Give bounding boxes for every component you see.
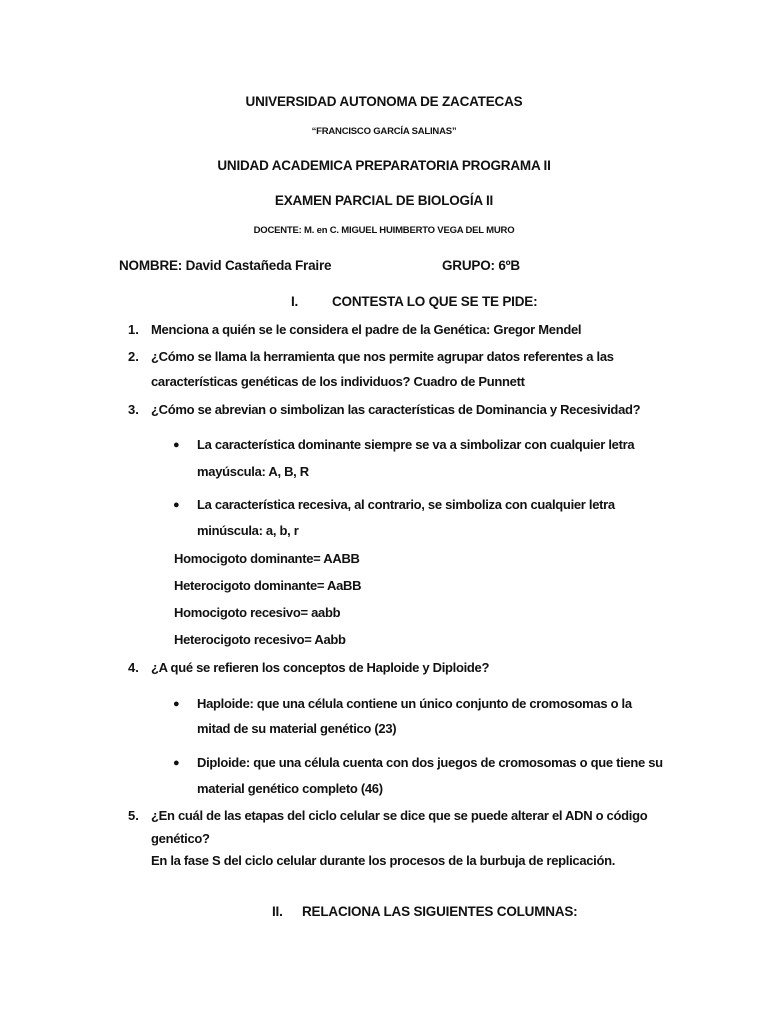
question-3-text: ¿Cómo se abrevian o simbolizan las características de Dominancia y Recesividad?	[151, 402, 641, 417]
question-3-bullet-1-line-1: La característica dominante siempre se va a simbolizar con cualquier letra	[197, 437, 635, 452]
question-1-text: Menciona a quién se le considera el padre de la Genética: Gregor Mendel	[151, 322, 582, 337]
question-5-number: 5.	[128, 808, 139, 823]
unit-title: UNIDAD ACADEMICA PREPARATORIA PROGRAMA II	[217, 158, 551, 173]
question-4-text: ¿A qué se refieren los conceptos de Haploide y Diploide?	[151, 660, 490, 675]
bullet-dot-icon: ●	[173, 439, 180, 451]
section-2-numeral: II.	[272, 904, 283, 919]
question-3-bullet-2-line-2: minúscula: a, b, r	[197, 523, 299, 538]
student-group: GRUPO: 6ºB	[442, 258, 520, 273]
question-4-bullet-2-line-1: Diploide: que una célula cuenta con dos juegos de cromosomas o que tiene su	[197, 755, 663, 770]
question-4-bullet-1-line-1: Haploide: que una célula contiene un único conjunto de cromosomas o la	[197, 696, 632, 711]
exam-title: EXAMEN PARCIAL DE BIOLOGÍA II	[274, 193, 494, 208]
question-2-number: 2.	[128, 349, 139, 364]
genotype-line-1: Homocigoto dominante= AABB	[174, 551, 360, 566]
teacher-line: DOCENTE: M. en C. MIGUEL HUIMBERTO VEGA DEL MURO	[253, 225, 515, 236]
bullet-dot-icon: ●	[173, 698, 180, 710]
question-3-bullet-2-line-1: La característica recesiva, al contrario, se simboliza con cualquier letra	[197, 497, 615, 512]
question-4-number: 4.	[128, 660, 139, 675]
section-1-title: CONTESTA LO QUE SE TE PIDE:	[332, 294, 538, 309]
question-2-line-2: características genéticas de los individuos? Cuadro de Punnett	[151, 374, 525, 389]
question-5-line-2: genético?	[151, 831, 210, 846]
question-4-bullet-2-line-2: material genético completo (46)	[197, 781, 383, 796]
bullet-dot-icon: ●	[173, 757, 180, 769]
section-1-numeral: I.	[291, 294, 299, 309]
question-2-line-1: ¿Cómo se llama la herramienta que nos permite agrupar datos referentes a las	[151, 349, 614, 364]
university-subtitle: “FRANCISCO GARCÍA SALINAS”	[311, 126, 457, 137]
genotype-line-3: Homocigoto recesivo= aabb	[174, 605, 341, 620]
university-title: UNIVERSIDAD AUTONOMA DE ZACATECAS	[245, 94, 523, 109]
question-5-answer: En la fase S del ciclo celular durante los procesos de la burbuja de replicación.	[151, 853, 616, 868]
question-1-number: 1.	[128, 322, 139, 337]
bullet-dot-icon: ●	[173, 499, 180, 511]
genotype-line-4: Heterocigoto recesivo= Aabb	[174, 632, 346, 647]
question-3-number: 3.	[128, 402, 139, 417]
question-5-line-1: ¿En cuál de las etapas del ciclo celular se dice que se puede alterar el ADN o código	[151, 808, 648, 823]
section-2-title: RELACIONA LAS SIGUIENTES COLUMNAS:	[302, 904, 578, 919]
question-4-bullet-1-line-2: mitad de su material genético (23)	[197, 721, 397, 736]
question-3-bullet-1-line-2: mayúscula: A, B, R	[197, 464, 309, 479]
genotype-line-2: Heterocigoto dominante= AaBB	[174, 578, 362, 593]
student-name: NOMBRE: David Castañeda Fraire	[119, 258, 332, 273]
